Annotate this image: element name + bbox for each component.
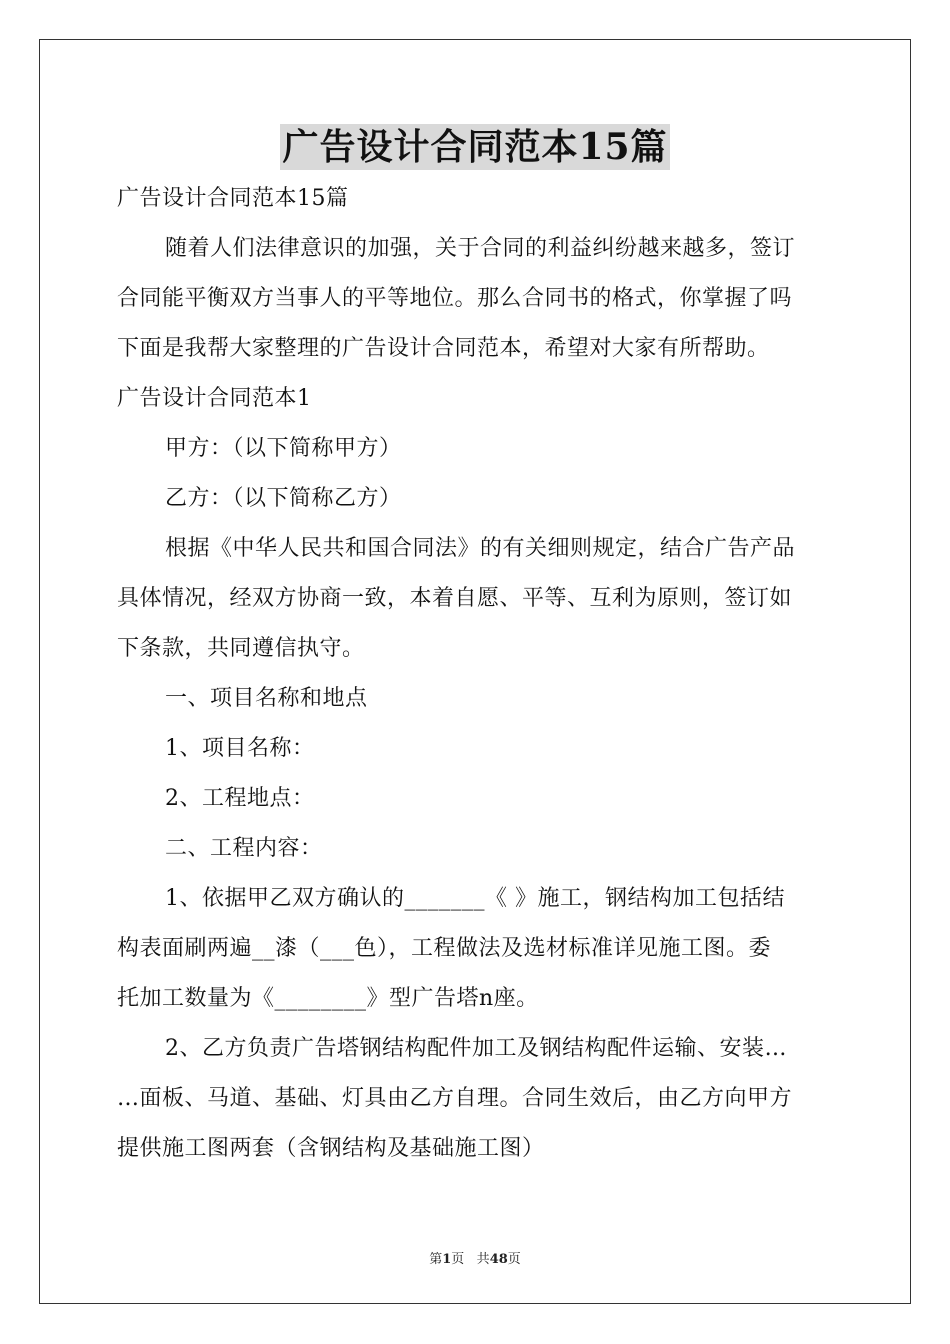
- subtitle: 广告设计合同范本15篇: [117, 186, 349, 211]
- clause-1-item-1: 1、项目名称：: [165, 736, 315, 761]
- clause-1-heading: 一、项目名称和地点: [165, 686, 368, 711]
- basis-line: 具体情况，经双方协商一致，本着自愿、平等、互利为原则，签订如: [117, 586, 793, 611]
- clause-2-heading: 二、工程内容：: [165, 836, 323, 861]
- page-label-suffix: 页: [451, 1252, 465, 1267]
- intro-line: 下面是我帮大家整理的广告设计合同范本，希望对大家有所帮助。: [117, 336, 770, 361]
- intro-line: 随着人们法律意识的加强，关于合同的利益纠纷越来越多，签订: [165, 236, 796, 261]
- clause-2-item-2-line: 2、乙方负责广告塔钢结构配件加工及钢结构配件运输、安装…: [165, 1036, 787, 1061]
- total-pages: 48: [489, 1252, 508, 1267]
- basis-line: 根据《中华人民共和国合同法》的有关细则规定，结合广告产品: [165, 536, 796, 561]
- clause-2-item-1-line: 托加工数量为《________》型广告塔n座。: [117, 986, 539, 1011]
- intro-line: 合同能平衡双方当事人的平等地位。那么合同书的格式，你掌握了吗: [117, 286, 793, 311]
- page-footer: [0, 1248, 950, 1267]
- total-label-prefix: 共: [476, 1252, 490, 1267]
- basis-line: 下条款，共同遵信执守。: [117, 636, 365, 661]
- page-border: [39, 39, 911, 1304]
- clause-2-item-1-line: 1、依据甲乙双方确认的_______《 》施工，钢结构加工包括结: [165, 886, 785, 911]
- page-title: 广告设计合同范本15篇: [282, 126, 668, 168]
- clause-2-item-2-line: …面板、马道、基础、灯具由乙方自理。合同生效后，由乙方向甲方: [117, 1086, 793, 1111]
- party-a: 甲方：（以下简称甲方）: [165, 436, 402, 461]
- page-number: 1: [442, 1252, 452, 1267]
- clause-2-item-1-line: 构表面刷两遍__漆（___色），工程做法及选材标准详见施工图。委: [117, 936, 772, 961]
- party-b: 乙方：（以下简称乙方）: [165, 486, 402, 511]
- clause-1-item-2: 2、工程地点：: [165, 786, 315, 811]
- clause-2-item-2-line: 提供施工图两套（含钢结构及基础施工图）: [117, 1136, 545, 1161]
- section-heading: 广告设计合同范本1: [117, 386, 312, 411]
- page-label-prefix: 第: [429, 1252, 443, 1267]
- total-label-suffix: 页: [507, 1252, 521, 1267]
